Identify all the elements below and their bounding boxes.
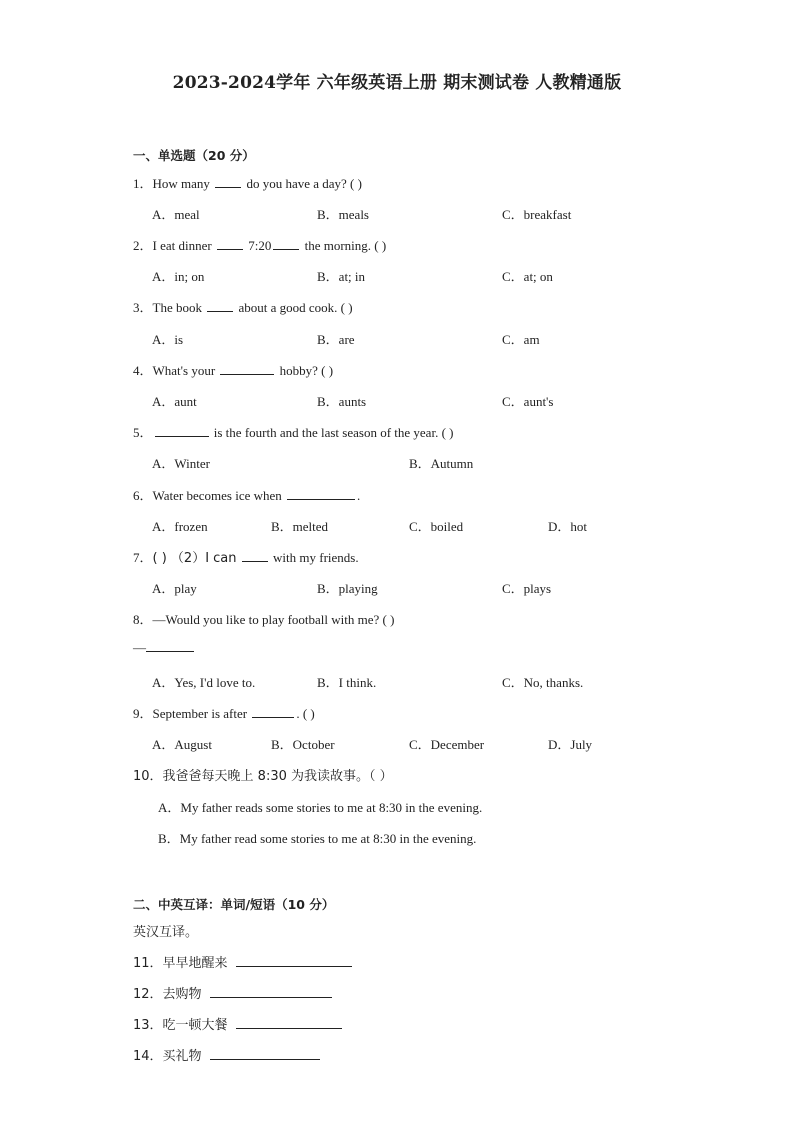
question-text: —Would you like to play football with me? ( ) bbox=[152, 612, 395, 627]
option-d: D．July bbox=[548, 737, 593, 752]
option-b: B．Autumn bbox=[409, 456, 474, 471]
translation-item-12 bbox=[133, 983, 332, 1002]
option-b: B．aunts bbox=[317, 394, 367, 409]
question-6 bbox=[133, 485, 360, 504]
option-c: C．aunt's bbox=[502, 394, 554, 409]
option-a: A．frozen bbox=[152, 519, 208, 534]
page-title: 2023-2024学年 六年级英语上册 期末测试卷 人教精通版 bbox=[172, 73, 622, 93]
item-text: 买礼物 bbox=[162, 1049, 202, 1064]
option-b: B．I think. bbox=[317, 675, 377, 690]
question-8-response bbox=[133, 640, 196, 656]
question-number: 9． bbox=[133, 706, 153, 721]
option-a: A．Winter bbox=[152, 456, 210, 471]
option-a: A．in; on bbox=[152, 269, 205, 284]
question-8 bbox=[133, 609, 394, 628]
option-b: B．October bbox=[271, 737, 335, 752]
question-text: 7:20 bbox=[248, 238, 272, 253]
question-number: 4． bbox=[133, 363, 153, 378]
option-b: B．at; in bbox=[317, 269, 366, 284]
section-heading-translation: 二、中英互译：单词/短语（10 分） bbox=[133, 897, 335, 912]
answer-blank bbox=[242, 560, 268, 562]
option-c: C．at; on bbox=[502, 269, 553, 284]
question-10 bbox=[133, 765, 393, 784]
question-number: 5． bbox=[133, 425, 153, 440]
question-5 bbox=[133, 422, 453, 441]
question-number: 8． bbox=[133, 612, 153, 627]
question-text: with my friends. bbox=[273, 550, 359, 565]
question-text: What's your bbox=[152, 363, 216, 378]
question-text: The book bbox=[152, 300, 202, 315]
question-text: . ( ) bbox=[296, 706, 315, 721]
option-b: B．meals bbox=[317, 207, 369, 222]
question-4 bbox=[133, 360, 333, 379]
answer-blank bbox=[146, 650, 194, 652]
option-c: C．December bbox=[409, 737, 485, 752]
question-number: 2． bbox=[133, 238, 153, 253]
option-a: A．Yes, I'd love to. bbox=[152, 675, 256, 690]
translation-item-11 bbox=[133, 952, 352, 971]
item-number: 12． bbox=[133, 987, 163, 1002]
item-number: 13． bbox=[133, 1018, 163, 1033]
item-text: 早早地醒来 bbox=[162, 956, 228, 971]
question-text: September is after bbox=[152, 706, 248, 721]
section-intro: 英汉互译。 bbox=[133, 925, 199, 940]
answer-blank bbox=[217, 248, 243, 250]
item-number: 14． bbox=[133, 1049, 163, 1064]
option-c: C．No, thanks. bbox=[502, 675, 584, 690]
item-number: 11． bbox=[133, 956, 163, 971]
question-text: I eat dinner bbox=[152, 238, 212, 253]
answer-line bbox=[210, 985, 332, 998]
answer-blank bbox=[207, 310, 233, 312]
question-text: do you have a day? ( ) bbox=[246, 176, 362, 191]
section-heading-single-choice: 一、单选题（20 分） bbox=[133, 148, 255, 163]
translation-item-14 bbox=[133, 1045, 320, 1064]
answer-blank bbox=[220, 373, 274, 375]
item-text: 吃一顿大餐 bbox=[162, 1018, 228, 1033]
option-a: A．meal bbox=[152, 207, 200, 222]
question-text: Water becomes ice when bbox=[152, 488, 282, 503]
question-2 bbox=[133, 235, 386, 254]
question-text: ( ) （2）I can bbox=[152, 551, 237, 566]
option-c: C．breakfast bbox=[502, 207, 572, 222]
question-number: 7． bbox=[133, 550, 153, 565]
option-c: C．am bbox=[502, 332, 540, 347]
option-b: B．melted bbox=[271, 519, 329, 534]
question-text: hobby? ( ) bbox=[279, 363, 334, 378]
question-text: . bbox=[357, 488, 361, 503]
response-dash: — bbox=[133, 640, 146, 655]
question-9 bbox=[133, 703, 315, 722]
item-text: 去购物 bbox=[162, 987, 202, 1002]
option-c: C．boiled bbox=[409, 519, 464, 534]
answer-line bbox=[236, 1016, 342, 1029]
answer-line bbox=[210, 1047, 320, 1060]
answer-blank bbox=[273, 248, 299, 250]
question-text: the morning. ( ) bbox=[304, 238, 387, 253]
option-a: A．My father reads some stories to me at 8:30 in the evening. bbox=[158, 800, 483, 815]
question-7 bbox=[133, 547, 359, 566]
answer-blank bbox=[215, 186, 241, 188]
question-text: 我爸爸每天晚上 8:30 为我读故事。（ ） bbox=[162, 769, 393, 784]
option-b: B．are bbox=[317, 332, 355, 347]
translation-item-13 bbox=[133, 1014, 342, 1033]
question-number: 10． bbox=[133, 769, 163, 784]
answer-blank bbox=[155, 435, 209, 437]
option-b: B．playing bbox=[317, 581, 378, 596]
question-number: 3． bbox=[133, 300, 153, 315]
question-number: 1． bbox=[133, 176, 153, 191]
option-a: A．is bbox=[152, 332, 184, 347]
question-number: 6． bbox=[133, 488, 153, 503]
option-d: D．hot bbox=[548, 519, 588, 534]
option-a: A．aunt bbox=[152, 394, 197, 409]
option-a: A．play bbox=[152, 581, 197, 596]
answer-line bbox=[236, 954, 352, 967]
question-text: How many bbox=[152, 176, 210, 191]
question-text: about a good cook. ( ) bbox=[238, 300, 353, 315]
answer-blank bbox=[252, 716, 294, 718]
question-3 bbox=[133, 297, 353, 316]
question-1 bbox=[133, 173, 362, 192]
question-text: is the fourth and the last season of the year. ( ) bbox=[213, 425, 454, 440]
answer-blank bbox=[287, 498, 355, 500]
option-c: C．plays bbox=[502, 581, 552, 596]
option-b: B．My father read some stories to me at 8:30 in the evening. bbox=[158, 831, 477, 846]
option-a: A．August bbox=[152, 737, 212, 752]
